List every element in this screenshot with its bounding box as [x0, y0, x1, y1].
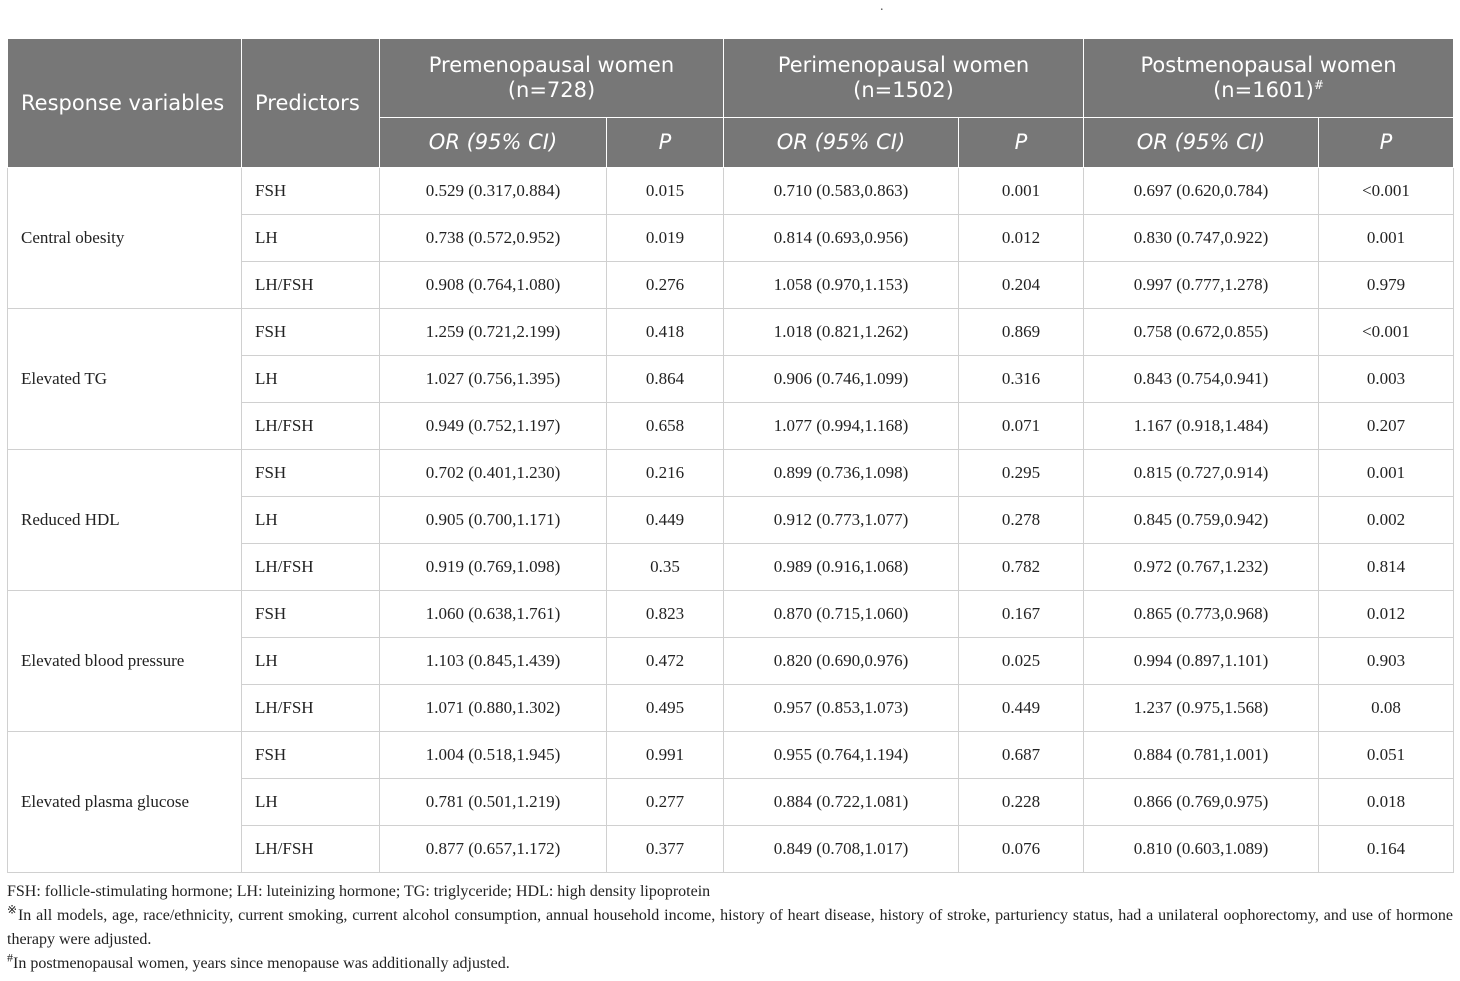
footnote-mark: # [7, 950, 13, 965]
or-ci-cell: 0.877 (0.657,1.172) [380, 826, 607, 873]
top-mark: . [880, 0, 884, 14]
header-group-postmenopausal [1084, 39, 1454, 118]
header-p: P [1319, 118, 1454, 168]
predictor-cell: LH/FSH [242, 403, 380, 450]
p-value-cell: 0.08 [1319, 685, 1454, 732]
or-ci-cell: 1.060 (0.638,1.761) [380, 591, 607, 638]
p-value-cell: 0.204 [959, 262, 1084, 309]
predictor-cell: FSH [242, 309, 380, 356]
predictor-cell: FSH [242, 450, 380, 497]
or-ci-cell: 0.994 (0.897,1.101) [1084, 638, 1319, 685]
response-variable-cell: Elevated blood pressure [8, 591, 242, 732]
predictor-cell: FSH [242, 732, 380, 779]
or-ci-cell: 1.018 (0.821,1.262) [724, 309, 959, 356]
or-ci-cell: 0.884 (0.781,1.001) [1084, 732, 1319, 779]
p-value-cell: 0.418 [607, 309, 724, 356]
p-value-cell: 0.167 [959, 591, 1084, 638]
p-value-cell: 0.001 [1319, 215, 1454, 262]
table-row [8, 732, 1454, 779]
p-value-cell: 0.495 [607, 685, 724, 732]
table-row [8, 309, 1454, 356]
p-value-cell: 0.019 [607, 215, 724, 262]
or-ci-cell: 0.781 (0.501,1.219) [380, 779, 607, 826]
table-row [8, 591, 1454, 638]
or-ci-cell: 0.758 (0.672,0.855) [1084, 309, 1319, 356]
group-name: Postmenopausal women [1140, 53, 1397, 77]
footnote-adjustment [7, 904, 1453, 952]
or-ci-cell: 1.077 (0.994,1.168) [724, 403, 959, 450]
p-value-cell: 0.814 [1319, 544, 1454, 591]
or-ci-cell: 0.865 (0.773,0.968) [1084, 591, 1319, 638]
or-ci-cell: 0.710 (0.583,0.863) [724, 168, 959, 215]
or-ci-cell: 0.957 (0.853,1.073) [724, 685, 959, 732]
p-value-cell: 0.276 [607, 262, 724, 309]
p-value-cell: 0.449 [607, 497, 724, 544]
p-value-cell: 0.228 [959, 779, 1084, 826]
header-or-ci: OR (95% CI) [724, 118, 959, 168]
group-name: Premenopausal women [428, 53, 675, 77]
group-n: (n=1502) [853, 78, 954, 102]
group-name: Perimenopausal women [777, 53, 1030, 77]
or-ci-cell: 1.237 (0.975,1.568) [1084, 685, 1319, 732]
predictor-cell: LH [242, 215, 380, 262]
results-table [7, 38, 1454, 873]
p-value-cell: 0.35 [607, 544, 724, 591]
or-ci-cell: 0.702 (0.401,1.230) [380, 450, 607, 497]
table-body [8, 168, 1454, 873]
p-value-cell: <0.001 [1319, 168, 1454, 215]
p-value-cell: 0.903 [1319, 638, 1454, 685]
p-value-cell: <0.001 [1319, 309, 1454, 356]
table-row [8, 450, 1454, 497]
or-ci-cell: 1.167 (0.918,1.484) [1084, 403, 1319, 450]
predictor-cell: LH/FSH [242, 544, 380, 591]
or-ci-cell: 0.899 (0.736,1.098) [724, 450, 959, 497]
predictor-cell: LH/FSH [242, 262, 380, 309]
or-ci-cell: 0.919 (0.769,1.098) [380, 544, 607, 591]
footnote-mark: ※ [7, 902, 18, 917]
p-value-cell: 0.018 [1319, 779, 1454, 826]
p-value-cell: 0.001 [959, 168, 1084, 215]
p-value-cell: 0.687 [959, 732, 1084, 779]
or-ci-cell: 0.997 (0.777,1.278) [1084, 262, 1319, 309]
p-value-cell: 0.449 [959, 685, 1084, 732]
p-value-cell: 0.164 [1319, 826, 1454, 873]
or-ci-cell: 0.697 (0.620,0.784) [1084, 168, 1319, 215]
or-ci-cell: 0.815 (0.727,0.914) [1084, 450, 1319, 497]
or-ci-cell: 0.845 (0.759,0.942) [1084, 497, 1319, 544]
or-ci-cell: 0.905 (0.700,1.171) [380, 497, 607, 544]
or-ci-cell: 0.989 (0.916,1.068) [724, 544, 959, 591]
or-ci-cell: 0.738 (0.572,0.952) [380, 215, 607, 262]
predictor-cell: LH/FSH [242, 685, 380, 732]
or-ci-cell: 1.027 (0.756,1.395) [380, 356, 607, 403]
or-ci-cell: 0.830 (0.747,0.922) [1084, 215, 1319, 262]
p-value-cell: 0.076 [959, 826, 1084, 873]
p-value-cell: 0.991 [607, 732, 724, 779]
predictor-cell: FSH [242, 591, 380, 638]
predictor-cell: LH/FSH [242, 826, 380, 873]
p-value-cell: 0.823 [607, 591, 724, 638]
footnote-abbreviations: FSH: follicle-stimulating hormone; LH: luteinizing hormone; TG: triglyceride; HDL: high density lipoprotein [7, 883, 711, 900]
footnote-postmenopausal [7, 952, 1453, 976]
table-row [8, 168, 1454, 215]
or-ci-cell: 1.058 (0.970,1.153) [724, 262, 959, 309]
header-group-premenopausal [380, 39, 724, 118]
or-ci-cell: 1.103 (0.845,1.439) [380, 638, 607, 685]
or-ci-cell: 1.259 (0.721,2.199) [380, 309, 607, 356]
header-group-perimenopausal [724, 39, 1084, 118]
predictor-cell: LH [242, 497, 380, 544]
response-variable-cell: Reduced HDL [8, 450, 242, 591]
p-value-cell: 0.979 [1319, 262, 1454, 309]
p-value-cell: 0.864 [607, 356, 724, 403]
p-value-cell: 0.295 [959, 450, 1084, 497]
or-ci-cell: 0.912 (0.773,1.077) [724, 497, 959, 544]
footnote-text: In all models, age, race/ethnicity, current smoking, current alcohol consumption, annual household income, history of heart disease, history of stroke, parturiency status, had a unilateral oophorectomy, and use of hormone therapy were adjusted. [7, 907, 1453, 948]
or-ci-cell: 0.884 (0.722,1.081) [724, 779, 959, 826]
p-value-cell: 0.869 [959, 309, 1084, 356]
p-value-cell: 0.012 [1319, 591, 1454, 638]
or-ci-cell: 0.843 (0.754,0.941) [1084, 356, 1319, 403]
predictor-cell: LH [242, 356, 380, 403]
p-value-cell: 0.277 [607, 779, 724, 826]
p-value-cell: 0.025 [959, 638, 1084, 685]
header-response-variables: Response variables [8, 39, 242, 168]
response-variable-cell: Elevated plasma glucose [8, 732, 242, 873]
or-ci-cell: 0.906 (0.746,1.099) [724, 356, 959, 403]
or-ci-cell: 0.866 (0.769,0.975) [1084, 779, 1319, 826]
response-variable-cell: Central obesity [8, 168, 242, 309]
p-value-cell: 0.216 [607, 450, 724, 497]
p-value-cell: 0.002 [1319, 497, 1454, 544]
or-ci-cell: 0.908 (0.764,1.080) [380, 262, 607, 309]
p-value-cell: 0.658 [607, 403, 724, 450]
or-ci-cell: 0.529 (0.317,0.884) [380, 168, 607, 215]
or-ci-cell: 0.814 (0.693,0.956) [724, 215, 959, 262]
or-ci-cell: 0.972 (0.767,1.232) [1084, 544, 1319, 591]
p-value-cell: 0.316 [959, 356, 1084, 403]
footnote-text: In postmenopausal women, years since menopause was additionally adjusted. [13, 955, 510, 972]
header-or-ci: OR (95% CI) [1084, 118, 1319, 168]
header-predictors: Predictors [242, 39, 380, 168]
table-footnotes [7, 880, 1453, 976]
predictor-cell: LH [242, 779, 380, 826]
or-ci-cell: 0.949 (0.752,1.197) [380, 403, 607, 450]
p-value-cell: 0.377 [607, 826, 724, 873]
predictor-cell: FSH [242, 168, 380, 215]
p-value-cell: 0.472 [607, 638, 724, 685]
or-ci-cell: 1.071 (0.880,1.302) [380, 685, 607, 732]
or-ci-cell: 0.955 (0.764,1.194) [724, 732, 959, 779]
or-ci-cell: 0.870 (0.715,1.060) [724, 591, 959, 638]
group-n: (n=728) [507, 78, 596, 102]
or-ci-cell: 0.849 (0.708,1.017) [724, 826, 959, 873]
header-p: P [959, 118, 1084, 168]
p-value-cell: 0.782 [959, 544, 1084, 591]
predictor-cell: LH [242, 638, 380, 685]
p-value-cell: 0.051 [1319, 732, 1454, 779]
header-p: P [607, 118, 724, 168]
p-value-cell: 0.071 [959, 403, 1084, 450]
group-footnote-mark: # [1313, 78, 1324, 92]
group-n: (n=1601) [1213, 78, 1314, 102]
p-value-cell: 0.278 [959, 497, 1084, 544]
p-value-cell: 0.003 [1319, 356, 1454, 403]
p-value-cell: 0.001 [1319, 450, 1454, 497]
or-ci-cell: 0.810 (0.603,1.089) [1084, 826, 1319, 873]
p-value-cell: 0.207 [1319, 403, 1454, 450]
or-ci-cell: 1.004 (0.518,1.945) [380, 732, 607, 779]
p-value-cell: 0.015 [607, 168, 724, 215]
p-value-cell: 0.012 [959, 215, 1084, 262]
header-or-ci: OR (95% CI) [380, 118, 607, 168]
response-variable-cell: Elevated TG [8, 309, 242, 450]
or-ci-cell: 0.820 (0.690,0.976) [724, 638, 959, 685]
